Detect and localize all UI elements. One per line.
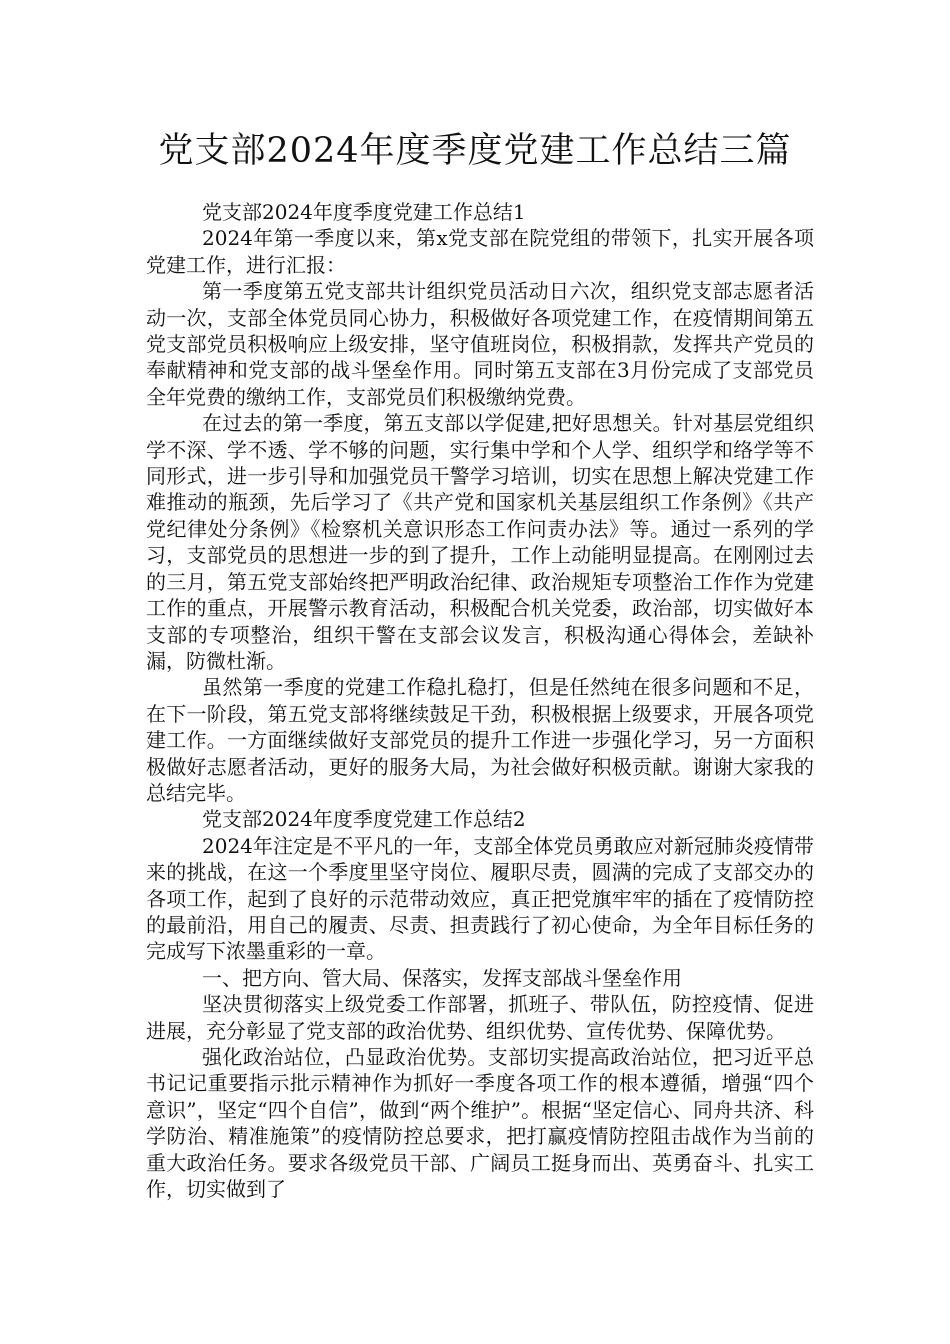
paragraph: 强化政治站位，凸显政治优势。支部切实提高政治站位，把习近平总书记记重要指示批示精神作为抓好一季度各项工作的根本遵循，增强“四个意识”，坚定“四个自信”，做到“两个维护”。根据“坚定信心、同舟共济、科学防治、精准施策”的疫情防控总要求，把打赢疫情防控阻击战作为当前的重大政治任务。要求各级党员干部、广阔员工挺身而出、英勇奋斗、扎实工作，切实做到了 bbox=[146, 1045, 814, 1202]
subheading: 一、把方向、管大局、保落实，发挥支部战斗堡垒作用 bbox=[202, 965, 682, 990]
document-title: 党支部2024年度季度党建工作总结三篇 bbox=[158, 131, 792, 171]
paragraph: 坚决贯彻落实上级党委工作部署，抓班子、带队伍，防控疫情、促进进展，充分彰显了党支部的政治优势、组织优势、宣传优势、保障优势。 bbox=[146, 992, 814, 1043]
document-body bbox=[146, 199, 814, 1202]
section-heading-1: 党支部2024年度季度党建工作总结1 bbox=[202, 200, 526, 224]
paragraph: 第一季度第五党支部共计组织党员活动日六次，组织党支部志愿者活动一次，支部全体党员同心协力，积极做好各项党建工作，在疫情期间第五党支部党员积极响应上级安排，坚守值班岗位，积极捐款，发挥共产党员的奉献精神和党支部的战斗堡垒作用。同时第五支部在3月份完成了支部党员全年党费的缴纳工作，支部党员们积极缴纳党费。 bbox=[146, 279, 814, 409]
paragraph: 2024年注定是不平凡的一年，支部全体党员勇敢应对新冠肺炎疫情带来的挑战，在这一个季度里坚守岗位、履职尽责，圆满的完成了支部交办的各项工作，起到了良好的示范带动效应，真正把党旗牢牢的插在了疫情防控的最前沿，用自己的履责、尽责、担责践行了初心使命，为全年目标任务的完成写下浓墨重彩的一章。 bbox=[146, 833, 814, 964]
paragraph: 在过去的第一季度，第五支部以学促建,把好思想关。针对基层党组织学不深、学不透、学不够的问题，实行集中学和个人学、组织学和络学等不同形式，进一步引导和加强党员干警学习培训，切实在思想上解决党建工作难推动的瓶颈，先后学习了《共产党和国家机关基层组织工作条例》《共产党纪律处分条例》《检察机关意识形态工作问责办法》等。通过一系列的学习，支部党员的思想进一步的到了提升，工作上动能明显提高。在刚刚过去的三月，第五党支部始终把严明政治纪律、政治规矩专项整治工作作为党建工作的重点，开展警示教育活动，积极配合机关党委，政治部，切实做好本支部的专项整治，组织干警在支部会议发言，积极沟通心得体会，差缺补漏，防微杜渐。 bbox=[146, 411, 814, 673]
paragraph: 2024年第一季度以来，第x党支部在院党组的带领下，扎实开展各项党建工作，进行汇报： bbox=[146, 226, 814, 277]
section-heading-2: 党支部2024年度季度党建工作总结2 bbox=[202, 807, 526, 832]
paragraph: 虽然第一季度的党建工作稳扎稳打，但是任然纯在很多问题和不足，在下一阶段，第五党支部将继续鼓足干劲，积极根据上级要求，开展各项党建工作。一方面继续做好支部党员的提升工作进一步强化学习，另一方面积极做好志愿者活动，更好的服务大局，为社会做好积极贡献。谢谢大家我的总结完毕。 bbox=[146, 675, 814, 805]
